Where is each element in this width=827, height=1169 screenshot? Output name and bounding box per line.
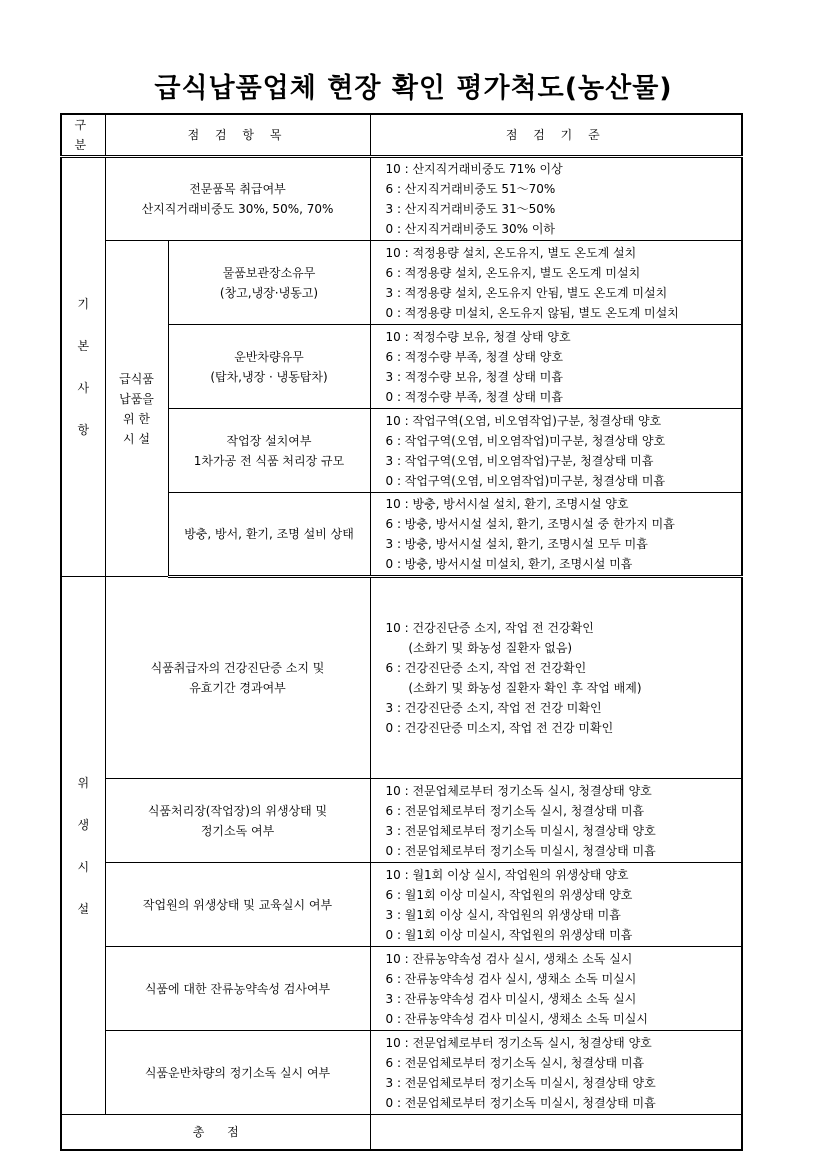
row-criteria: 10 : 산지직거래비중도 71% 이상 6 : 산지직거래비중도 51～70% 3 : 산지직거래비중도 31～50% 0 : 산지직거래비중도 30% 이하 <box>370 157 742 241</box>
row-item: 식품처리장(작업장)의 위생상태 및 정기소독 여부 <box>105 779 370 863</box>
total-label: 총 점 <box>61 1115 370 1151</box>
header-items: 점 검 항 목 <box>105 114 370 157</box>
table-row <box>61 241 742 325</box>
row-criteria: 10 : 적정용량 설치, 온도유지, 별도 온도계 설치 6 : 적정용량 설치, 온도유지, 별도 온도계 미설치 3 : 적정용량 설치, 온도유지 안됨, 별도 온도계 미설치 0 : 적정용량 미설치, 온도유지 않됨, 별도 온도계 미설치 <box>370 241 742 325</box>
table-row <box>61 779 742 863</box>
row-criteria: 10 : 적정수량 보유, 청결 상태 양호 6 : 적정수량 부족, 청결 상태 양호 3 : 적정수량 보유, 청결 상태 미흡 0 : 적정수량 부족, 청결 상태 미흡 <box>370 325 742 409</box>
table-header-row <box>61 114 742 157</box>
row-criteria: 10 : 방충, 방서시설 설치, 환기, 조명시설 양호 6 : 방충, 방서시설 설치, 환기, 조명시설 중 한가지 미흡 3 : 방충, 방서시설 설치, 환기, 조명시설 모두 미흡 0 : 방충, 방서시설 미설치, 환기, 조명시설 미흡 <box>370 493 742 577</box>
row-item: 작업원의 위생상태 및 교육실시 여부 <box>105 863 370 947</box>
subcategory-label: 급식품 납품을 위 한 시 설 <box>105 241 168 577</box>
section-basic-label: 기 본 사 항 <box>61 157 105 577</box>
row-item: 작업장 설치여부 1차가공 전 식품 처리장 규모 <box>168 409 370 493</box>
table-row <box>61 577 742 779</box>
row-item: 식품운반차량의 정기소독 실시 여부 <box>105 1031 370 1115</box>
header-category: 구 분 <box>61 114 105 157</box>
total-value[interactable] <box>370 1115 742 1151</box>
table-row <box>61 947 742 1031</box>
row-item: 식품에 대한 잔류농약속성 검사여부 <box>105 947 370 1031</box>
row-criteria: 10 : 잔류농약속성 검사 실시, 생채소 소독 실시 6 : 잔류농약속성 검사 실시, 생채소 소독 미실시 3 : 잔류농약속성 검사 미실시, 생채소 소독 실시 0 : 잔류농약속성 검사 미실시, 생채소 소독 미실시 <box>370 947 742 1031</box>
row-item: 운반차량유무 (탑차,냉장 · 냉동탑차) <box>168 325 370 409</box>
row-item: 식품취급자의 건강진단증 소지 및 유효기간 경과여부 <box>105 577 370 779</box>
total-row <box>61 1115 742 1151</box>
row-item: 방충, 방서, 환기, 조명 설비 상태 <box>168 493 370 577</box>
section-hygiene-label: 위 생 시 설 <box>61 577 105 1115</box>
row-item: 전문품목 취급여부 산지직거래비중도 30%, 50%, 70% <box>105 157 370 241</box>
table-row <box>61 157 742 241</box>
page-title: 급식납품업체 현장 확인 평가척도(농산물) <box>154 73 673 104</box>
row-criteria: 10 : 전문업체로부터 정기소독 실시, 청결상태 양호 6 : 전문업체로부터 정기소독 실시, 청결상태 미흡 3 : 전문업체로부터 정기소독 미실시, 청결상태 양호 0 : 전문업체로부터 정기소독 미실시, 청결상태 미흡 <box>370 779 742 863</box>
table-row <box>61 863 742 947</box>
evaluation-table <box>60 113 743 1151</box>
row-criteria: 10 : 작업구역(오염, 비오염작업)구분, 청결상태 양호 6 : 작업구역(오염, 비오염작업)미구분, 청결상태 양호 3 : 작업구역(오염, 비오염작업)구분, 청결상태 미흡 0 : 작업구역(오염, 비오염작업)미구분, 청결상태 미흡 <box>370 409 742 493</box>
row-criteria: 10 : 전문업체로부터 정기소독 실시, 청결상태 양호 6 : 전문업체로부터 정기소독 실시, 청결상태 미흡 3 : 전문업체로부터 정기소독 미실시, 청결상태 양호 0 : 전문업체로부터 정기소독 미실시, 청결상태 미흡 <box>370 1031 742 1115</box>
row-item: 물품보관장소유무 (창고,냉장·냉동고) <box>168 241 370 325</box>
header-criteria: 점 검 기 준 <box>370 114 742 157</box>
table-row <box>61 1031 742 1115</box>
row-criteria: 10 : 월1회 이상 실시, 작업원의 위생상태 양호 6 : 월1회 이상 미실시, 작업원의 위생상태 양호 3 : 월1회 이상 실시, 작업원의 위생상태 미흡 0 : 월1회 이상 미실시, 작업원의 위생상태 미흡 <box>370 863 742 947</box>
row-criteria: 10 : 건강진단증 소지, 작업 전 건강확인 (소화기 및 화농성 질환자 없음) 6 : 건강진단증 소지, 작업 전 건강확인 (소화기 및 화농성 질환자 확인 후 작업 배제) 3 : 건강진단증 소지, 작업 전 건강 미확인 0 : 건강진단증 미소지, 작업 전 건강 미확인 <box>370 577 742 779</box>
